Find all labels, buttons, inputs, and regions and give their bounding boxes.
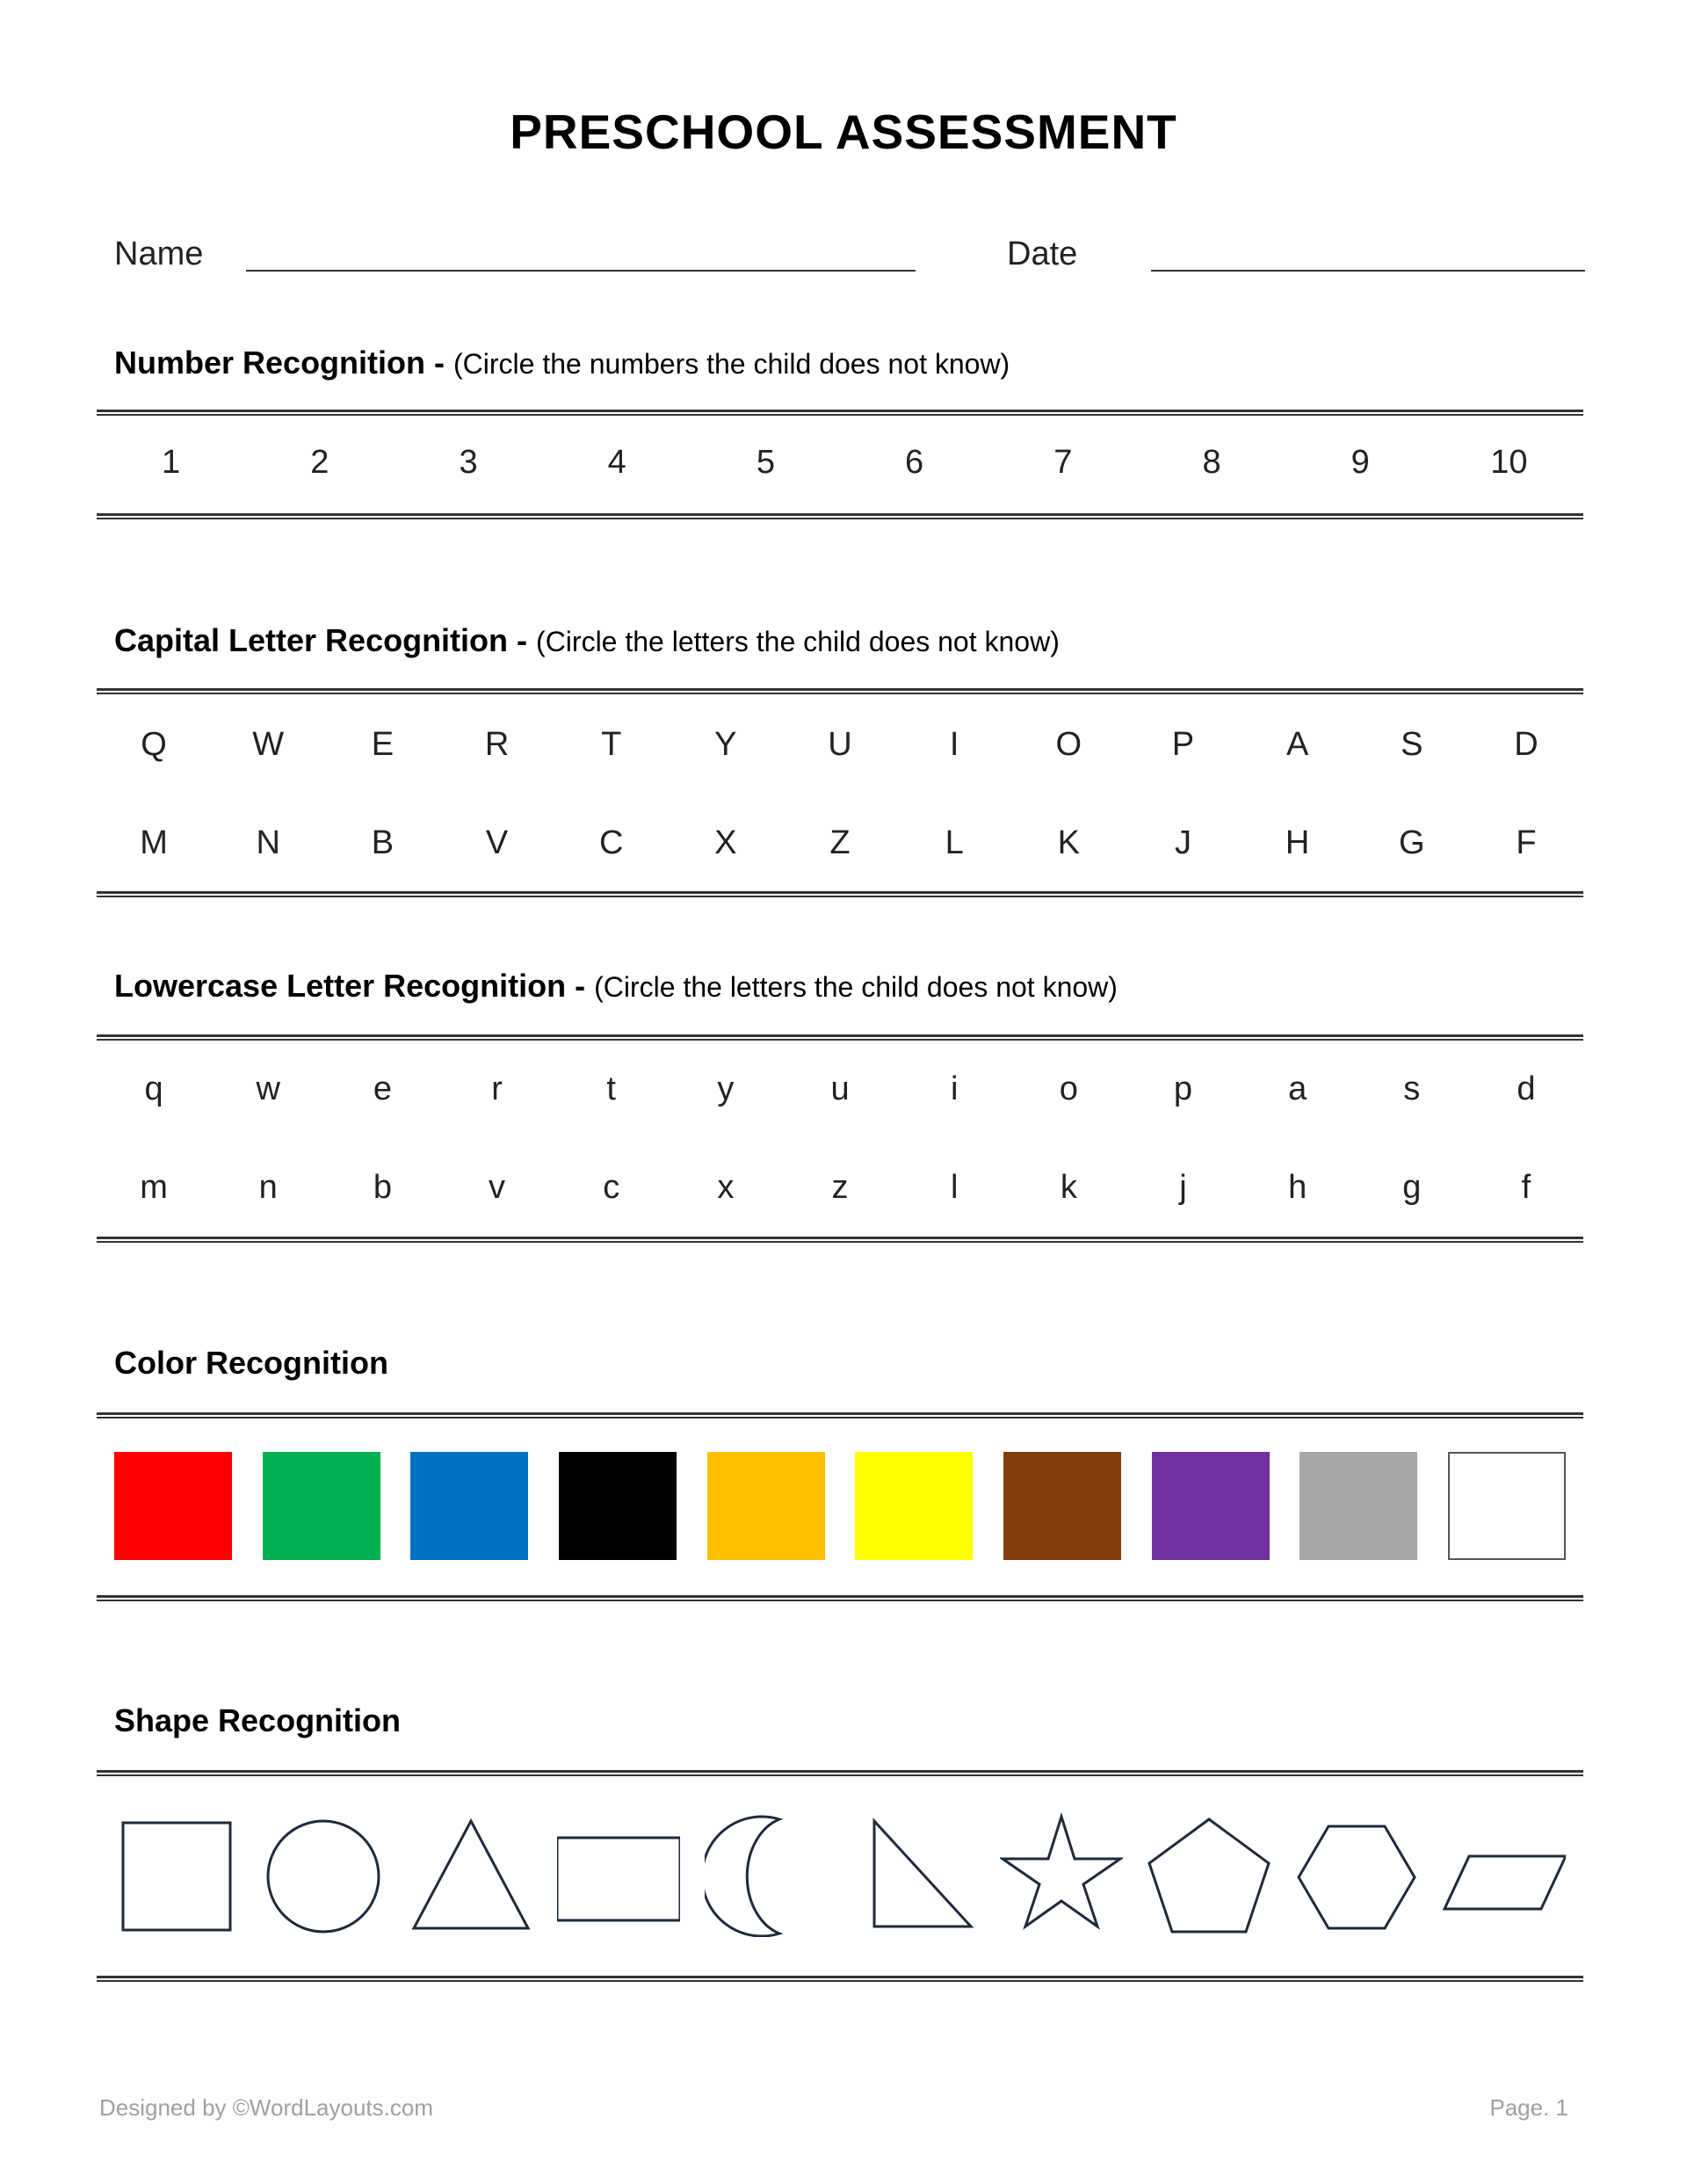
- recognition-item[interactable]: X: [714, 824, 737, 861]
- rectangle-icon[interactable]: [557, 1805, 680, 1937]
- color-swatch[interactable]: [559, 1452, 677, 1560]
- section-rule: [97, 1237, 1583, 1243]
- recognition-item[interactable]: d: [1517, 1070, 1536, 1107]
- hexagon-icon[interactable]: [1295, 1805, 1418, 1937]
- recognition-item[interactable]: u: [830, 1070, 850, 1107]
- recognition-item[interactable]: l: [950, 1169, 959, 1206]
- star-icon[interactable]: [1000, 1805, 1123, 1937]
- numbers-row: [97, 444, 1583, 482]
- page-title: PRESCHOOL ASSESSMENT: [510, 105, 1177, 159]
- section-rule: [97, 1770, 1583, 1776]
- color-swatch[interactable]: [1152, 1452, 1270, 1560]
- color-swatch[interactable]: [1300, 1452, 1417, 1560]
- name-field[interactable]: [246, 270, 916, 272]
- square-icon[interactable]: [114, 1805, 237, 1937]
- section-rule: [97, 1976, 1583, 1982]
- recognition-item[interactable]: c: [603, 1169, 620, 1206]
- recognition-item[interactable]: W: [252, 726, 285, 763]
- section-rule: [97, 1595, 1583, 1601]
- color-swatch[interactable]: [707, 1452, 825, 1560]
- section-note: (Circle the letters the child does not know): [536, 626, 1060, 657]
- name-label: Name: [114, 236, 204, 272]
- recognition-item[interactable]: E: [371, 726, 395, 763]
- lowercase-letter-heading: Lowercase Letter Recognition - (Circle the letters the child does not know): [114, 968, 1118, 1004]
- recognition-item[interactable]: q: [144, 1070, 163, 1107]
- recognition-item[interactable]: p: [1173, 1070, 1193, 1107]
- recognition-item[interactable]: B: [371, 824, 395, 861]
- circle-icon[interactable]: [262, 1805, 385, 1937]
- recognition-item[interactable]: 10: [1490, 444, 1528, 481]
- recognition-item[interactable]: 8: [1202, 444, 1221, 481]
- recognition-item[interactable]: 1: [162, 444, 181, 481]
- section-note: (Circle the letters the child does not know): [594, 971, 1118, 1003]
- recognition-item[interactable]: T: [601, 726, 622, 763]
- section-rule: [97, 891, 1583, 897]
- date-field[interactable]: [1151, 270, 1585, 272]
- section-rule: [97, 513, 1583, 519]
- date-label: Date: [1007, 236, 1078, 272]
- capital-row-2: [97, 824, 1583, 862]
- recognition-item[interactable]: I: [949, 726, 959, 763]
- recognition-item[interactable]: v: [489, 1169, 506, 1206]
- footer-credit: Designed by ©WordLayouts.com: [99, 2094, 433, 2121]
- recognition-item[interactable]: x: [717, 1169, 735, 1206]
- recognition-item[interactable]: k: [1060, 1169, 1077, 1206]
- recognition-item[interactable]: H: [1285, 824, 1310, 861]
- section-title: Capital Letter Recognition: [114, 622, 509, 658]
- color-swatch[interactable]: [114, 1452, 232, 1560]
- recognition-item[interactable]: V: [485, 824, 509, 861]
- section-title: Lowercase Letter Recognition: [114, 968, 567, 1004]
- section-rule: [97, 688, 1583, 694]
- recognition-item[interactable]: O: [1055, 726, 1082, 763]
- shape-row: [97, 1805, 1583, 1937]
- recognition-item[interactable]: h: [1288, 1169, 1307, 1206]
- recognition-item[interactable]: w: [256, 1070, 280, 1107]
- color-swatch[interactable]: [410, 1452, 528, 1560]
- recognition-item[interactable]: Y: [714, 726, 737, 763]
- capital-row-1: [97, 726, 1583, 764]
- recognition-item[interactable]: e: [373, 1070, 392, 1107]
- recognition-item[interactable]: M: [140, 824, 168, 861]
- number-recognition-heading: Number Recognition - (Circle the numbers the child does not know): [114, 345, 1010, 381]
- recognition-item[interactable]: y: [717, 1070, 735, 1107]
- recognition-item[interactable]: f: [1521, 1169, 1531, 1206]
- right-triangle-icon[interactable]: [852, 1805, 975, 1937]
- pentagon-icon[interactable]: [1148, 1805, 1271, 1937]
- recognition-item[interactable]: m: [140, 1169, 168, 1206]
- color-swatch[interactable]: [1003, 1452, 1121, 1560]
- recognition-item[interactable]: j: [1179, 1169, 1187, 1206]
- section-title: Shape Recognition: [114, 1702, 402, 1738]
- recognition-item[interactable]: U: [828, 726, 852, 763]
- recognition-item[interactable]: S: [1401, 726, 1423, 763]
- recognition-item[interactable]: 2: [310, 444, 329, 481]
- recognition-item[interactable]: L: [945, 824, 964, 861]
- color-swatch[interactable]: [855, 1452, 973, 1560]
- recognition-item[interactable]: n: [258, 1169, 278, 1206]
- shape-recognition-heading: [114, 1702, 401, 1739]
- recognition-item[interactable]: 7: [1053, 444, 1073, 481]
- recognition-item[interactable]: a: [1288, 1070, 1307, 1107]
- section-title: Number Recognition: [114, 345, 426, 381]
- recognition-item[interactable]: 4: [607, 444, 626, 481]
- recognition-item[interactable]: J: [1174, 824, 1191, 861]
- lowercase-row-2: [97, 1169, 1583, 1207]
- color-swatches: [97, 1452, 1583, 1560]
- recognition-item[interactable]: P: [1171, 726, 1195, 763]
- recognition-item[interactable]: i: [950, 1070, 959, 1107]
- recognition-item[interactable]: N: [256, 824, 280, 861]
- recognition-item[interactable]: 3: [459, 444, 478, 481]
- recognition-item[interactable]: z: [831, 1169, 849, 1206]
- section-title: Color Recognition: [114, 1345, 388, 1381]
- footer-page-number: Page. 1: [1489, 2094, 1568, 2121]
- recognition-item[interactable]: Q: [141, 726, 167, 763]
- recognition-item[interactable]: g: [1402, 1169, 1422, 1206]
- recognition-item[interactable]: r: [491, 1070, 503, 1107]
- recognition-item[interactable]: G: [1399, 824, 1425, 861]
- recognition-item[interactable]: R: [484, 726, 510, 763]
- section-note: (Circle the numbers the child does not know): [453, 348, 1010, 380]
- recognition-item[interactable]: A: [1285, 726, 1309, 763]
- recognition-item[interactable]: s: [1403, 1070, 1421, 1107]
- recognition-item[interactable]: K: [1057, 824, 1080, 861]
- color-recognition-heading: [114, 1345, 388, 1382]
- recognition-item[interactable]: F: [1516, 824, 1537, 861]
- recognition-item[interactable]: 5: [756, 444, 775, 481]
- recognition-item[interactable]: Z: [829, 824, 851, 861]
- triangle-icon[interactable]: [409, 1805, 532, 1937]
- recognition-item[interactable]: C: [598, 824, 624, 861]
- lowercase-row-1: [97, 1070, 1583, 1108]
- recognition-item[interactable]: b: [373, 1169, 392, 1206]
- parallelogram-icon[interactable]: [1443, 1805, 1566, 1937]
- color-swatch[interactable]: [263, 1452, 380, 1560]
- crescent-icon[interactable]: [705, 1805, 828, 1937]
- color-swatch[interactable]: [1448, 1452, 1566, 1560]
- recognition-item[interactable]: 6: [905, 444, 924, 481]
- recognition-item[interactable]: 9: [1350, 444, 1370, 481]
- recognition-item[interactable]: o: [1059, 1070, 1078, 1107]
- recognition-item[interactable]: t: [606, 1070, 616, 1107]
- section-rule: [97, 1034, 1583, 1041]
- recognition-item[interactable]: D: [1514, 726, 1539, 763]
- section-rule: [97, 1412, 1583, 1419]
- capital-letter-heading: Capital Letter Recognition - (Circle the letters the child does not know): [114, 622, 1060, 658]
- section-rule: [97, 410, 1583, 416]
